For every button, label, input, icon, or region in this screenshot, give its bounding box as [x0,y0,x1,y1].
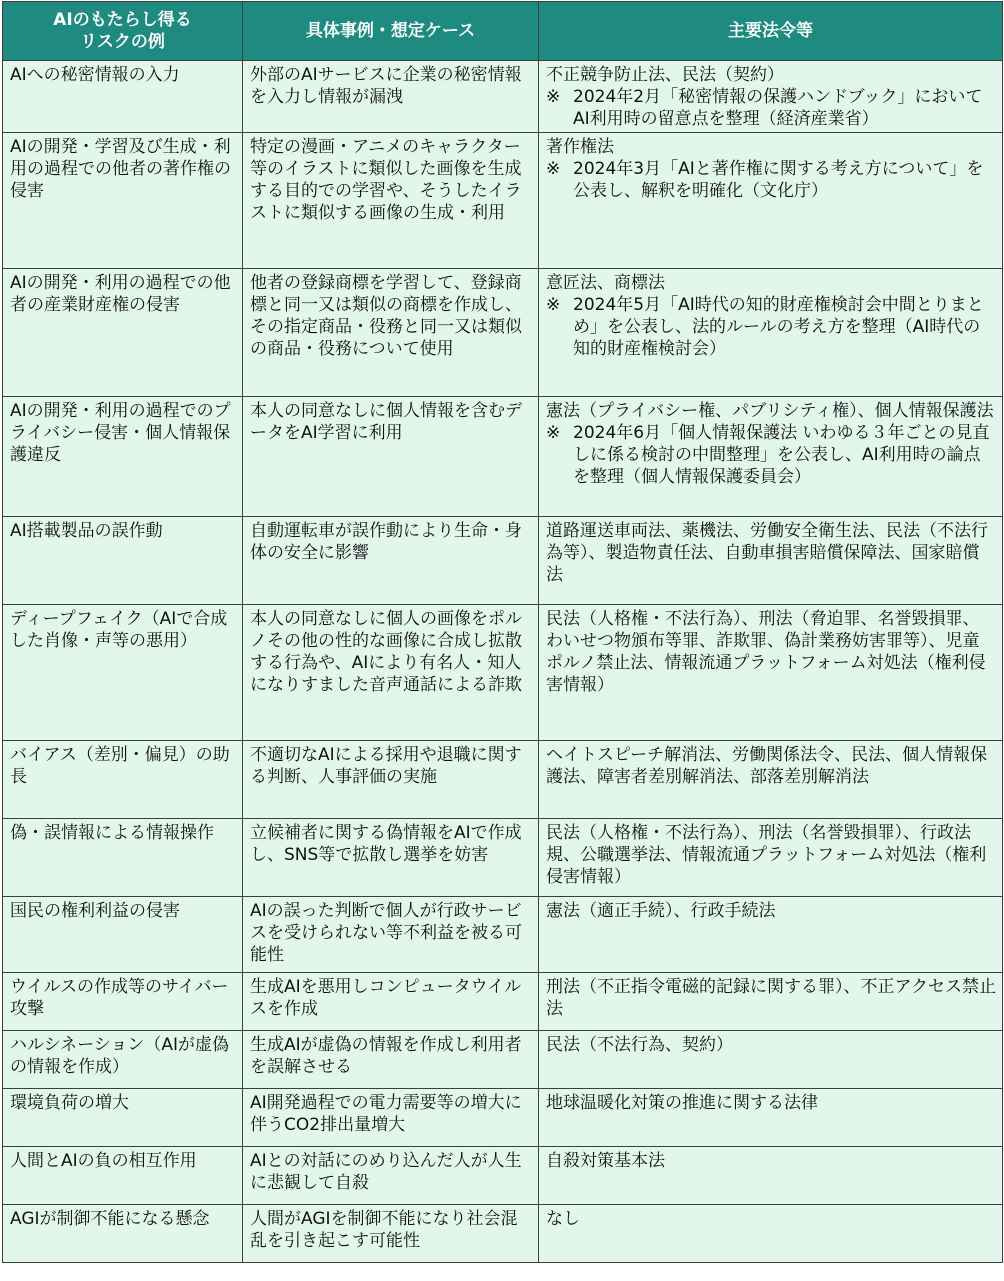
table-row [3,517,1003,605]
concrete-case-cell [243,1089,539,1147]
risk-example-text: AGIが制御不能になる懸念 [10,1209,210,1229]
header-row [3,2,1003,61]
header-concrete-cases [243,2,539,61]
table-header [3,2,1003,61]
main-laws-text: 地球温暖化対策の推進に関する法律 [546,1093,818,1113]
risk-example-text: 偽・誤情報による情報操作 [10,823,214,843]
main-laws-cell [539,1031,1003,1089]
risk-example-text: AI搭載製品の誤作動 [10,521,163,541]
table-body [3,61,1003,1263]
risk-example-text: ハルシネーション（AIが虚偽の情報を作成） [10,1035,230,1077]
main-laws-cell [539,269,1003,397]
concrete-case-text: 不適切なAIによる採用や退職に関する判断、人事評価の実施 [250,745,522,787]
concrete-case-text: 特定の漫画・アニメのキャラクター等のイラストに類似した画像を生成する目的での学習や、そうしたイラストに類似する画像の生成・利用 [250,137,522,223]
risk-example-cell [3,897,243,973]
concrete-case-text: AIの誤った判断で個人が行政サービスを受けられない等不利益を被る可能性 [250,901,522,965]
main-laws-cell [539,897,1003,973]
main-laws-text: なし [546,1209,580,1229]
table-row [3,1031,1003,1089]
concrete-case-text: 自動運転車が誤作動により生命・身体の安全に影響 [250,521,522,563]
concrete-case-text: 生成AIが虚偽の情報を作成し利用者を誤解させる [250,1035,522,1077]
law-note [546,86,996,130]
concrete-case-cell [243,61,539,133]
risk-example-cell [3,1205,243,1263]
main-laws-text: 民法（人格権・不法行為）、刑法（名誉毀損罪）、行政法規、公職選挙法、情報流通プラットフォーム対処法（権利侵害情報） [546,823,987,887]
law-note [546,158,996,202]
risk-example-text: AIの開発・利用の過程での他者の産業財産権の侵害 [10,273,231,315]
concrete-case-cell [243,269,539,397]
risk-example-cell [3,133,243,269]
risk-example-text: 国民の権利利益の侵害 [10,901,180,921]
table-row [3,269,1003,397]
concrete-case-cell [243,897,539,973]
main-laws-text: 道路運送車両法、薬機法、労働安全衛生法、民法（不法行為等）、製造物責任法、自動車損害賠償保障法、国家賠償法 [546,521,988,585]
concrete-case-cell [243,397,539,517]
concrete-case-text: 本人の同意なしに個人情報を含むデータをAI学習に利用 [250,401,522,443]
risk-example-cell [3,973,243,1031]
main-laws-text: 著作権法 [546,137,614,157]
table-row [3,819,1003,897]
main-laws-cell [539,973,1003,1031]
table-row [3,61,1003,133]
concrete-case-cell [243,1031,539,1089]
main-laws-text: 憲法（適正手続）、行政手続法 [546,901,776,921]
main-laws-cell [539,1147,1003,1205]
table-row [3,897,1003,973]
main-laws-text: 刑法（不正指令電磁的記録に関する罪）、不正アクセス禁止法 [546,977,996,1019]
law-note [546,422,996,488]
risk-example-cell [3,397,243,517]
law-note-text: 2024年5月「AI時代の知的財産権検討会中間とりまとめ」を公表し、法的ルールの考え方を整理（AI時代の知的財産権検討会） [573,295,984,359]
ai-risk-table [2,1,1003,1263]
concrete-case-text: 立候補者に関する偽情報をAIで作成し、SNS等で拡散し選挙を妨害 [250,823,522,865]
header-main-laws [539,2,1003,61]
risk-example-cell [3,269,243,397]
main-laws-cell [539,741,1003,819]
main-laws-text: 自殺対策基本法 [546,1151,665,1171]
concrete-case-text: 人間がAGIを制御不能になり社会混乱を引き起こす可能性 [250,1209,518,1251]
table-row [3,397,1003,517]
main-laws-text: 民法（不法行為、契約） [546,1035,733,1055]
risk-example-cell [3,517,243,605]
concrete-case-cell [243,133,539,269]
risk-example-text: バイアス（差別・偏見）の助長 [10,745,230,787]
risk-example-cell [3,605,243,741]
risk-example-text: AIの開発・利用の過程でのプライバシー侵害・個人情報保護違反 [10,401,231,465]
table-row [3,1205,1003,1263]
risk-example-cell [3,61,243,133]
law-note [546,294,996,360]
main-laws-cell [539,133,1003,269]
concrete-case-text: 他者の登録商標を学習して、登録商標と同一又は類似の商標を作成し、その指定商品・役務と同一又は類似の商品・役務について使用 [250,273,522,359]
table-row [3,1089,1003,1147]
concrete-case-text: 生成AIを悪用しコンピュータウイルスを作成 [250,977,522,1019]
risk-example-text: ウイルスの作成等のサイバー攻撃 [10,977,229,1019]
table-row [3,605,1003,741]
header-risk-example-label: AIのもたらし得る リスクの例 [53,10,192,52]
main-laws-text: ヘイトスピーチ解消法、労働関係法令、民法、個人情報保護法、障害者差別解消法、部落差別解消法 [546,745,988,787]
risk-example-text: 人間とAIの負の相互作用 [10,1151,197,1171]
table-row [3,973,1003,1031]
note-mark: ※ [546,159,561,179]
concrete-case-cell [243,1205,539,1263]
main-laws-cell [539,61,1003,133]
table-row [3,1147,1003,1205]
main-laws-cell [539,1205,1003,1263]
concrete-case-cell [243,605,539,741]
risk-example-text: ディープフェイク（AIで合成した肖像・声等の悪用） [10,609,228,651]
main-laws-cell [539,397,1003,517]
law-note-text: 2024年3月「AIと著作権に関する考え方について」を公表し、解釈を明確化（文化庁） [573,159,984,201]
concrete-case-text: 本人の同意なしに個人の画像をポルノその他の性的な画像に合成し拡散する行為や、AIにより有名人・知人になりすました音声通話による詐欺 [250,609,522,695]
note-mark: ※ [546,87,561,107]
main-laws-text: 憲法（プライバシー権、パブリシティ権）、個人情報保護法 [546,401,994,421]
law-note-text: 2024年2月「秘密情報の保護ハンドブック」においてAI利用時の留意点を整理（経済産業省） [573,87,983,129]
risk-example-cell [3,1031,243,1089]
risk-example-text: AIの開発・学習及び生成・利用の過程での他者の著作権の侵害 [10,137,231,201]
concrete-case-cell [243,517,539,605]
risk-example-text: 環境負荷の増大 [10,1093,129,1113]
note-mark: ※ [546,295,561,315]
risk-example-text: AIへの秘密情報の入力 [10,65,180,85]
concrete-case-cell [243,741,539,819]
table-row [3,741,1003,819]
concrete-case-text: AI開発過程での電力需要等の増大に伴うCO2排出量増大 [250,1093,522,1135]
main-laws-text: 意匠法、商標法 [546,273,665,293]
main-laws-text: 民法（人格権・不法行為）、刑法（脅迫罪、名誉毀損罪、わいせつ物頒布等罪、詐欺罪、偽計業務妨害罪等）、児童ポルノ禁止法、情報流通プラットフォーム対処法（権利侵害情報） [546,609,986,695]
header-main-laws-label: 主要法令等 [728,21,813,41]
concrete-case-cell [243,1147,539,1205]
concrete-case-cell [243,819,539,897]
risk-example-cell [3,1089,243,1147]
header-concrete-cases-label: 具体事例・想定ケース [305,21,476,41]
risk-example-cell [3,819,243,897]
main-laws-cell [539,1089,1003,1147]
main-laws-text: 不正競争防止法、民法（契約） [546,65,784,85]
main-laws-cell [539,517,1003,605]
note-mark: ※ [546,423,561,443]
table-row [3,133,1003,269]
main-laws-cell [539,605,1003,741]
risk-example-cell [3,741,243,819]
concrete-case-text: 外部のAIサービスに企業の秘密情報を入力し情報が漏洩 [250,65,522,107]
law-note-text: 2024年6月「個人情報保護法 いわゆる３年ごとの見直しに係る検討の中間整理」を公表し、AI利用時の論点を整理（個人情報保護委員会） [573,423,990,487]
header-risk-example [3,2,243,61]
risk-example-cell [3,1147,243,1205]
main-laws-cell [539,819,1003,897]
concrete-case-text: AIとの対話にのめり込んだ人が人生に悲観して自殺 [250,1151,522,1193]
concrete-case-cell [243,973,539,1031]
